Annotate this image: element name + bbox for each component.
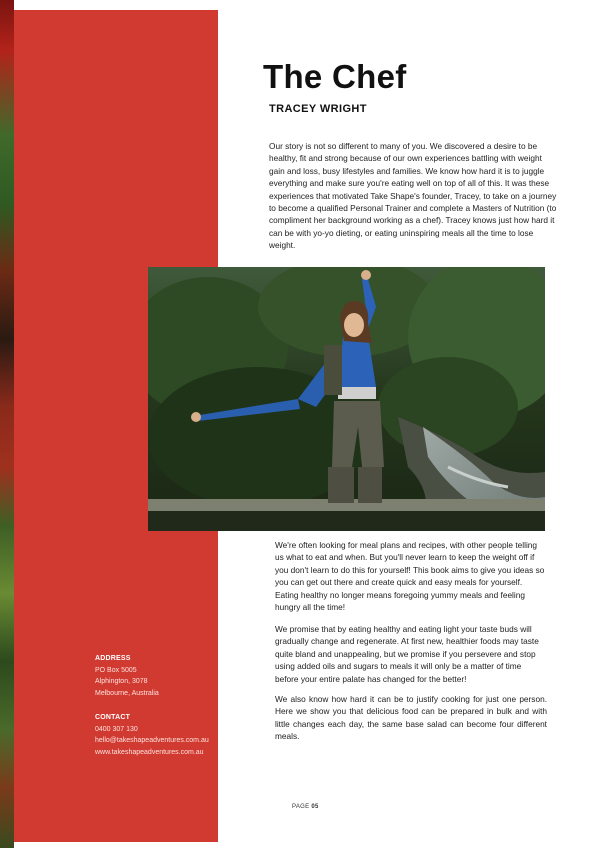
page-number: [292, 804, 319, 810]
page-number-value: 05: [311, 804, 319, 810]
contact-heading: CONTACT: [95, 714, 131, 721]
phone-number: 0400 307 130: [95, 725, 138, 733]
body-paragraph: We're often looking for meal plans and recipes, with other people telling us what to eat and when. But you'll never learn to keep the weight off if you don't learn to do this for yourself! This book aims to give you ideas so you can get out there and create quick and easy meals for yourself. Eating healthy no longer means foregoing yummy meals and feeling hungry all the time!: [275, 540, 545, 613]
body-paragraph: We also know how hard it can be to justify cooking for just one person. Here we show you that delicious food can be prepared in bulk and with little changes each day, the same base salad can become four different meals.: [275, 694, 547, 742]
food-photo-strip: [0, 0, 14, 848]
contact-details: [95, 653, 217, 758]
address-line: PO Box 5005: [95, 666, 137, 674]
page-title: The Chef: [263, 58, 407, 95]
address-heading: ADDRESS: [95, 655, 131, 662]
address-line: Melbourne, Australia: [95, 689, 159, 697]
email-address: hello@takeshapeadventures.com.au: [95, 737, 209, 744]
body-paragraph: We promise that by eating healthy and eating light your taste buds will gradually change and regenerate. At first new, healthier foods may taste quite bland and unappealing, but we promise if you persevere and stop using added oils and sugars to meals it will only be a matter of time before your entire palate has changed for the better!: [275, 624, 539, 684]
hiking-photo-illustration: [148, 267, 545, 531]
hiking-photo: [148, 267, 545, 531]
address-line: Alphington, 3078: [95, 678, 148, 685]
intro-paragraph: Our story is not so different to many of you. We discovered a desire to be healthy, fit and strong because of our own experiences battling with weight gain and loss, busy lifestyles and families. We know how hard it is to juggle everything and make sure you're eating well on top of all of this. It was these experiences that motivated Take Shape's founder, Tracey, to take on a journey to become a qualified Personal Trainer and complete a Masters of Nutrition (to compliment her background working as a chef). Tracey knows just how hard it can be with yo-yo dieting, or eating uninspiring meals all the time to lose weight.: [269, 141, 557, 251]
author-name: TRACEY WRIGHT: [269, 103, 367, 115]
page-label: PAGE: [292, 804, 310, 810]
website-url: www.takeshapeadventures.com.au: [95, 748, 204, 756]
